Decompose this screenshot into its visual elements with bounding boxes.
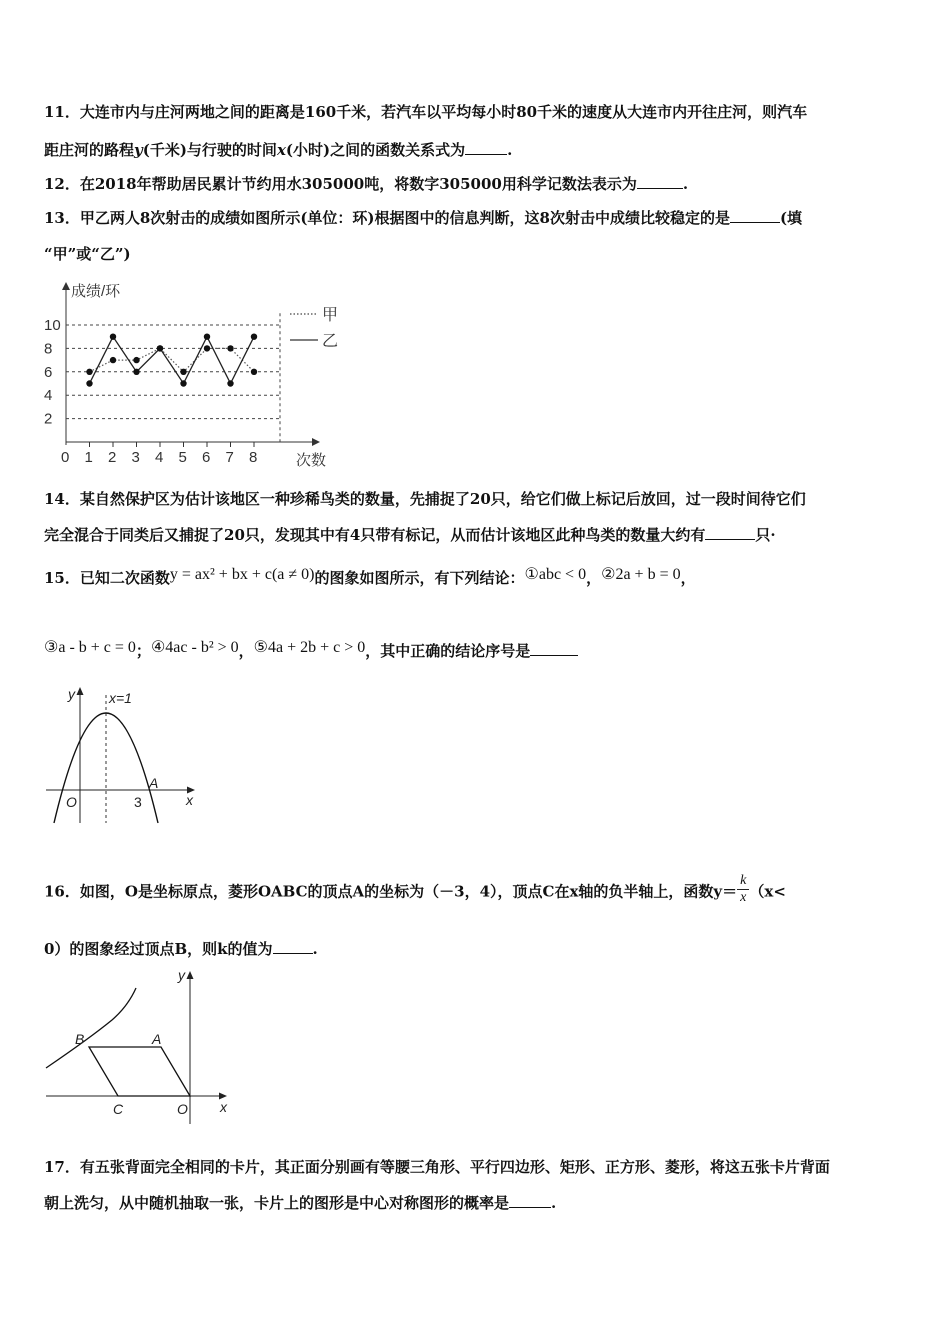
answer-blank[interactable]	[705, 525, 755, 540]
q16-line2: 0）的图象经过顶点B，则k的值为 .	[44, 940, 318, 958]
y-tick-label: 2	[44, 410, 53, 428]
q15-c3: ③a - b + c = 0	[44, 639, 136, 656]
x-tick-label: 2	[108, 449, 117, 466]
data-point	[204, 345, 210, 351]
x-axis-label: x	[220, 1099, 227, 1115]
answer-blank[interactable]	[530, 641, 578, 656]
y-axis-label: y	[68, 686, 75, 702]
chart-xlabel: 次数	[296, 452, 327, 469]
y-axis-arrow	[187, 971, 194, 979]
y-tick-label: 10	[44, 317, 61, 334]
rhombus-oabc	[89, 1047, 190, 1096]
q13-chart	[40, 280, 350, 470]
legend-label-yi: 乙	[322, 333, 339, 350]
q13-line1: 13．甲乙两人8次射击的成绩如图所示(单位：环)根据图中的信息判断，这8次射击中成绩比较稳定的是 (填	[44, 209, 803, 227]
x-tick-label: 3	[131, 449, 140, 466]
data-point	[110, 357, 116, 363]
y-tick-label: 8	[44, 340, 53, 358]
x-tick-label: 5	[178, 449, 187, 466]
origin-label: O	[177, 1101, 188, 1117]
data-point	[157, 345, 163, 351]
data-point	[180, 369, 186, 375]
hyperbola-curve	[46, 988, 136, 1068]
tick-3-label: 3	[134, 794, 142, 810]
x-tick-label: 0	[61, 449, 70, 466]
chart-ylabel: 成绩/环	[71, 283, 121, 300]
q15-c5: ⑤4a + 2b + c > 0	[253, 639, 366, 656]
q17-line2: 朝上洗匀，从中随机抽取一张，卡片上的图形是中心对称图形的概率是 .	[44, 1194, 557, 1212]
data-point	[133, 357, 139, 363]
x-tick-label: 4	[155, 449, 164, 466]
q15-parabola-graph	[40, 683, 210, 828]
point-a-label: A	[152, 1031, 162, 1047]
x-tick-label: 8	[249, 449, 258, 466]
answer-blank[interactable]	[730, 208, 780, 223]
data-point	[180, 380, 186, 386]
data-point	[133, 369, 139, 375]
q15-c4: ④4ac - b² > 0	[150, 639, 239, 656]
y-axis-arrow	[77, 687, 84, 695]
q14-line2: 完全混合于同类后又捕捉了20只，发现其中有4只带有标记，从而估计该地区此种鸟类的数量大约有 只·	[44, 526, 776, 544]
point-c-label: C	[113, 1101, 124, 1117]
q15-line1: 15．已知二次函数y = ax² + bx + c(a ≠ 0)的图象如图所示，有下列结论：①abc < 0，②2a + b = 0，	[44, 566, 696, 587]
k-over-x-fraction: $\frac{k}{x}$	[737, 873, 749, 906]
q13-line2: “甲”或“乙”)	[44, 245, 131, 263]
q11-line1: 11．大连市内与庄河两地之间的距离是160千米，若汽车以平均每小时80千米的速度从大连市内开往庄河，则汽车	[44, 103, 808, 121]
q15-line2: ③a - b + c = 0；④4ac - b² > 0，⑤4a + 2b + c > 0，其中正确的结论序号是	[44, 641, 914, 662]
q16-line1: 16．如图，O是坐标原点，菱形OABC的顶点A的坐标为（－3，4），顶点C在x轴的负半轴上，函数y＝ $\frac{k}{x}$ （x<	[44, 873, 786, 905]
chart-x-arrow	[312, 438, 320, 446]
answer-blank[interactable]	[637, 174, 683, 189]
q15-formula: y = ax² + bx + c(a ≠ 0)	[169, 566, 315, 583]
data-point	[227, 380, 233, 386]
point-a-label: A	[149, 775, 159, 791]
q11-line2: 距庄河的路程y(千米)与行驶的时间x(小时)之间的函数关系式为 .	[44, 141, 513, 159]
answer-blank[interactable]	[465, 140, 507, 155]
q16-rhombus-graph	[40, 962, 240, 1127]
q15-c2: ②2a + b = 0	[601, 566, 681, 583]
origin-label: O	[66, 794, 77, 810]
q12-line: 12．在2018年帮助居民累计节约用水305000吨，将数字305000用科学记数法表示为 .	[44, 175, 689, 193]
point-b-label: B	[75, 1031, 85, 1047]
x-axis-label: x	[186, 792, 193, 808]
data-point	[110, 334, 116, 340]
q14-line1: 14．某自然保护区为估计该地区一种珍稀鸟类的数量，先捕捉了20只，给它们做上标记后放回，过一段时间待它们	[44, 490, 806, 508]
x-tick-label: 6	[202, 449, 211, 466]
legend-label-jia: 甲	[322, 307, 339, 324]
q15-c1: ①abc < 0	[524, 566, 587, 583]
y-tick-label: 4	[44, 387, 53, 405]
data-point	[251, 334, 257, 340]
data-point	[251, 369, 257, 375]
y-tick-label: 6	[44, 363, 53, 381]
answer-blank[interactable]	[273, 939, 313, 954]
answer-blank[interactable]	[509, 1193, 551, 1208]
q17-line1: 17．有五张背面完全相同的卡片，其正面分别画有等腰三角形、平行四边形、矩形、正方形、菱形，将这五张卡片背面	[44, 1158, 830, 1176]
data-point	[86, 369, 92, 375]
x-tick-label: 7	[225, 449, 234, 466]
data-point	[204, 334, 210, 340]
data-point	[86, 380, 92, 386]
y-axis-label: y	[178, 967, 185, 983]
symmetry-label: x=1	[109, 690, 132, 706]
x-tick-label: 1	[84, 449, 93, 466]
chart-y-arrow	[62, 282, 70, 290]
data-point	[227, 345, 233, 351]
